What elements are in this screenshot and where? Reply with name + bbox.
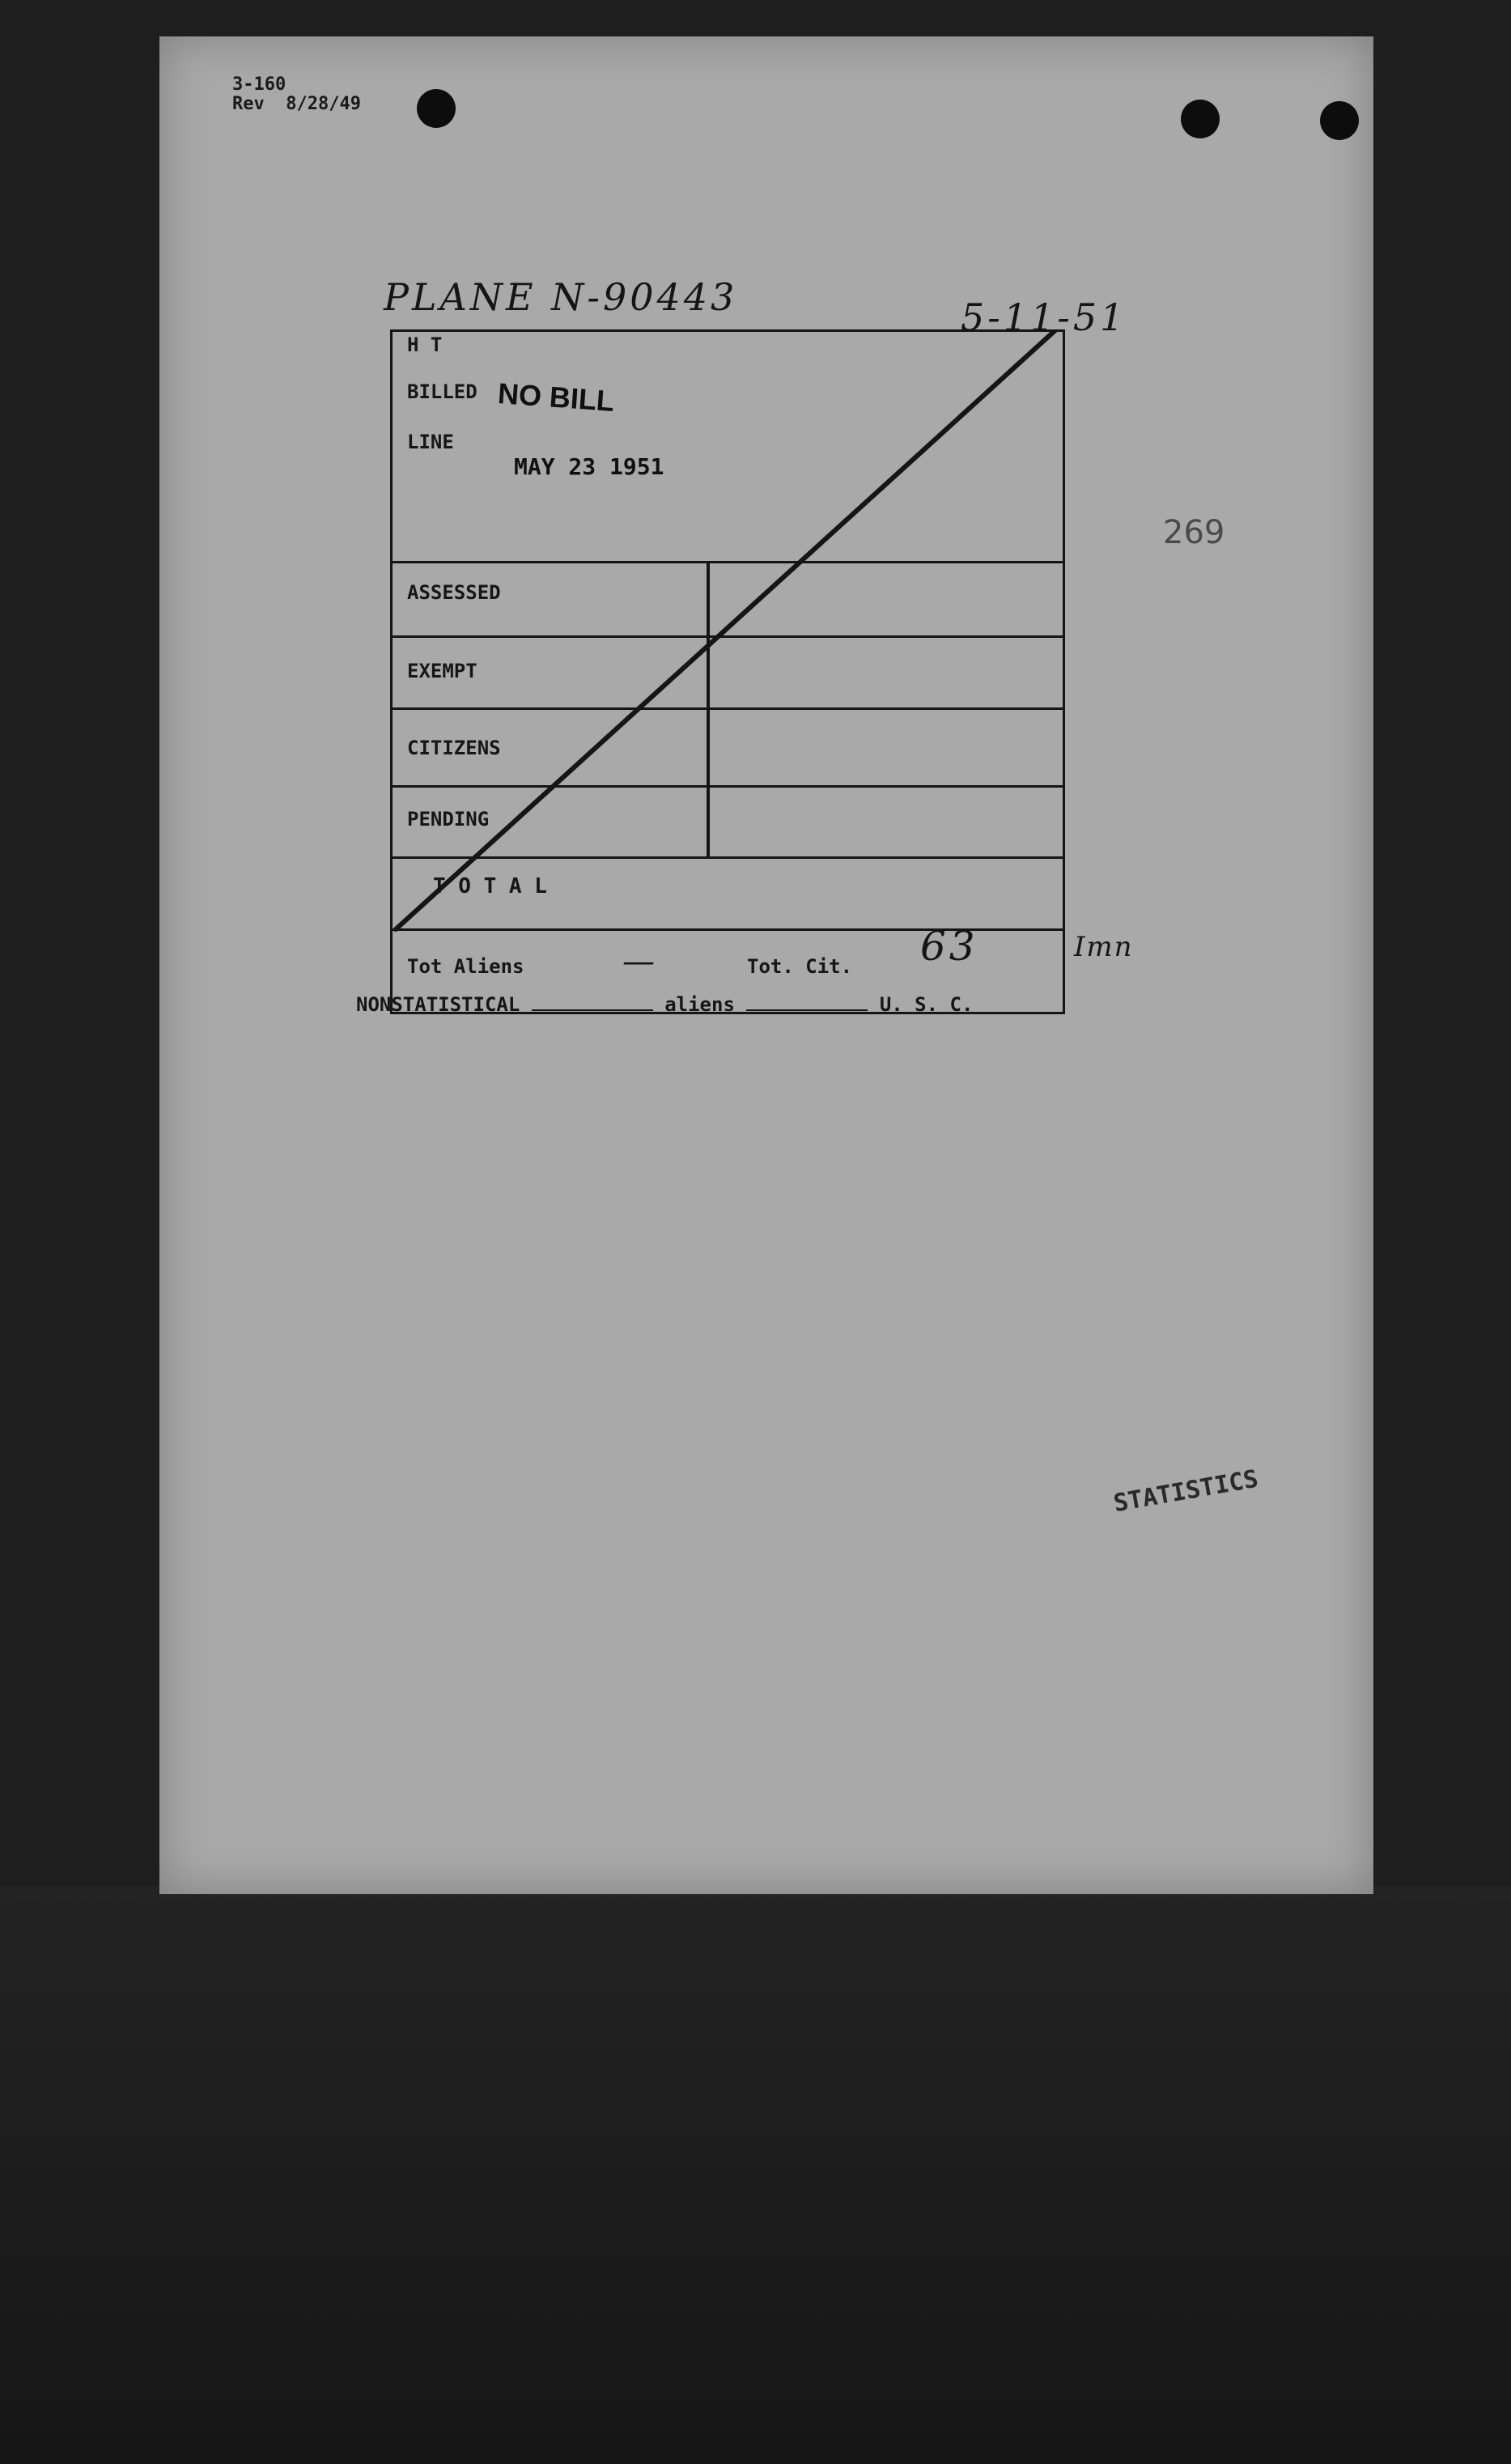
blank-field (746, 995, 868, 1011)
field-label-exempt: EXEMPT (407, 660, 477, 682)
handwritten-date: 5-11-51 (961, 295, 1127, 339)
field-label-citizens: CITIZENS (407, 737, 501, 759)
form-number: 3-160 Rev 8/28/49 (232, 74, 361, 114)
handwritten-plane-number: PLANE N-90443 (384, 275, 738, 319)
field-label-ht: H T (407, 333, 443, 356)
stamped-number: 269 (1163, 514, 1225, 551)
nonstatistical-label: NONSTATISTICAL (356, 993, 520, 1016)
handwritten-tot-aliens: — (622, 943, 658, 980)
field-label-total: T O T A L (433, 874, 547, 899)
date-stamp: MAY 23 1951 (514, 453, 664, 480)
punch-hole-center (1181, 100, 1220, 138)
field-label-line: LINE (407, 431, 454, 453)
blank-field (532, 995, 653, 1011)
aliens-label: aliens (664, 993, 735, 1016)
statistics-stamp: STATISTICS (1111, 1464, 1261, 1519)
cancel-diagonal-line (393, 332, 1063, 1012)
field-label-tot-aliens: Tot Aliens (407, 955, 524, 978)
handwritten-initials: Imn (1074, 931, 1134, 963)
punch-hole-right (1320, 101, 1359, 140)
scanner-background (0, 1886, 1511, 2464)
document-page (159, 36, 1373, 1894)
field-label-assessed: ASSESSED (407, 581, 501, 604)
nonstatistical-line (356, 993, 973, 1016)
no-bill-stamp: NO BILL (496, 376, 616, 418)
field-label-pending: PENDING (407, 808, 490, 831)
manifest-form-box (390, 329, 1065, 1014)
punch-hole-left (417, 89, 456, 128)
field-label-billed: BILLED (407, 380, 477, 403)
usc-label: U. S. C. (879, 993, 974, 1016)
field-label-tot-cit: Tot. Cit. (747, 955, 853, 978)
handwritten-total-citizens: 63 (920, 923, 978, 970)
